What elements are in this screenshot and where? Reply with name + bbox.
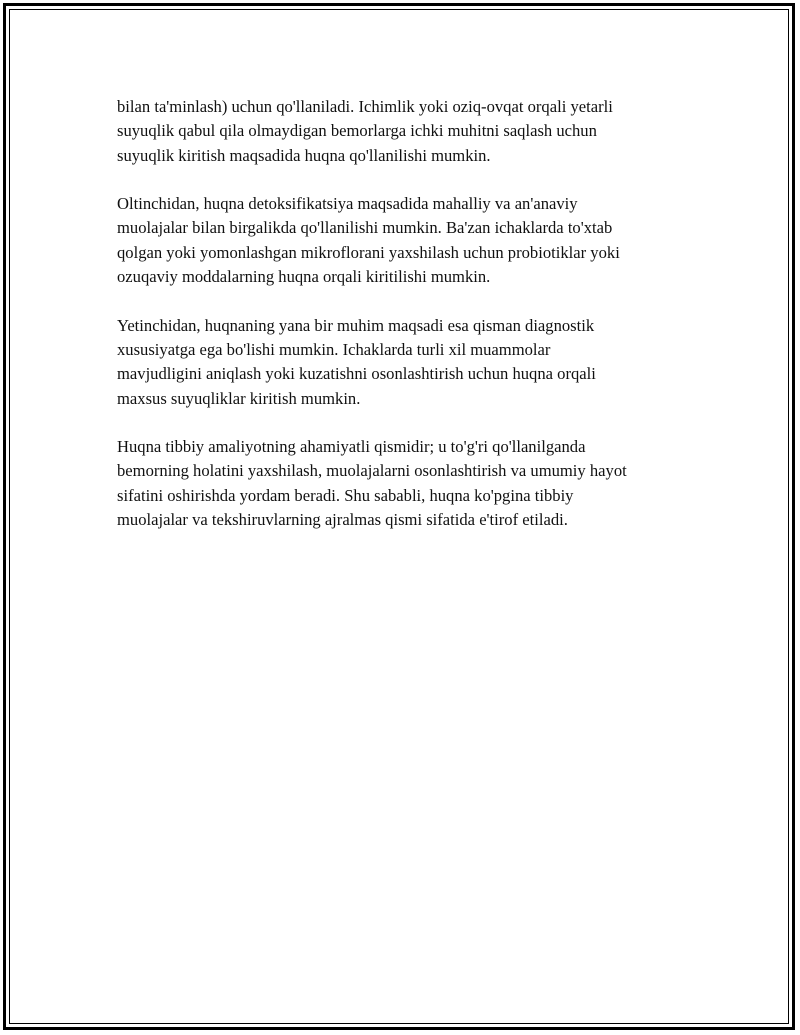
text-line: maxsus suyuqliklar kiritish mumkin. — [117, 388, 361, 408]
text-line: Huqna tibbiy amaliyotning ahamiyatli qismidir; u to'g'ri qo'llanilganda — [117, 437, 586, 457]
text-line: bemorning holatini yaxshilash, muolajalarni osonlashtirish va umumiy hayot — [117, 461, 627, 481]
text-line: muolajalar bilan birgalikda qo'llanilishi mumkin. Ba'zan ichaklarda to'xtab — [117, 218, 613, 238]
text-line: Yetinchidan, huqnaning yana bir muhim maqsadi esa qisman diagnostik — [117, 315, 595, 335]
paragraph-1 — [117, 95, 707, 168]
text-line: suyuqlik qabul qila olmaydigan bemorlarga ichki muhitni saqlash uchun — [117, 121, 597, 141]
text-line: xususiyatga ega bo'lishi mumkin. Ichaklarda turli xil muammolar — [117, 339, 551, 359]
document-body — [117, 95, 707, 557]
text-line: ozuqaviy moddalarning huqna orqali kiritilishi mumkin. — [117, 267, 491, 287]
text-line: sifatini oshirishda yordam beradi. Shu sababli, huqna ko'pgina tibbiy — [117, 485, 574, 505]
paragraph-2 — [117, 192, 707, 289]
text-line: bilan ta'minlash) uchun qo'llaniladi. Ichimlik yoki oziq-ovqat orqali yetarli — [117, 97, 613, 116]
paragraph-4 — [117, 435, 707, 532]
page-border — [3, 3, 795, 1030]
paragraph-3 — [117, 314, 707, 411]
text-line: suyuqlik kiritish maqsadida huqna qo'llanilishi mumkin. — [117, 145, 491, 165]
text-line: mavjudligini aniqlash yoki kuzatishni osonlashtirish uchun huqna orqali — [117, 364, 596, 384]
text-line: muolajalar va tekshiruvlarning ajralmas qismi sifatida e'tirof etiladi. — [117, 510, 568, 530]
text-line: qolgan yoki yomonlashgan mikroflorani yaxshilash uchun probiotiklar yoki — [117, 242, 620, 262]
text-line: Oltinchidan, huqna detoksifikatsiya maqsadida mahalliy va an'anaviy — [117, 194, 578, 214]
